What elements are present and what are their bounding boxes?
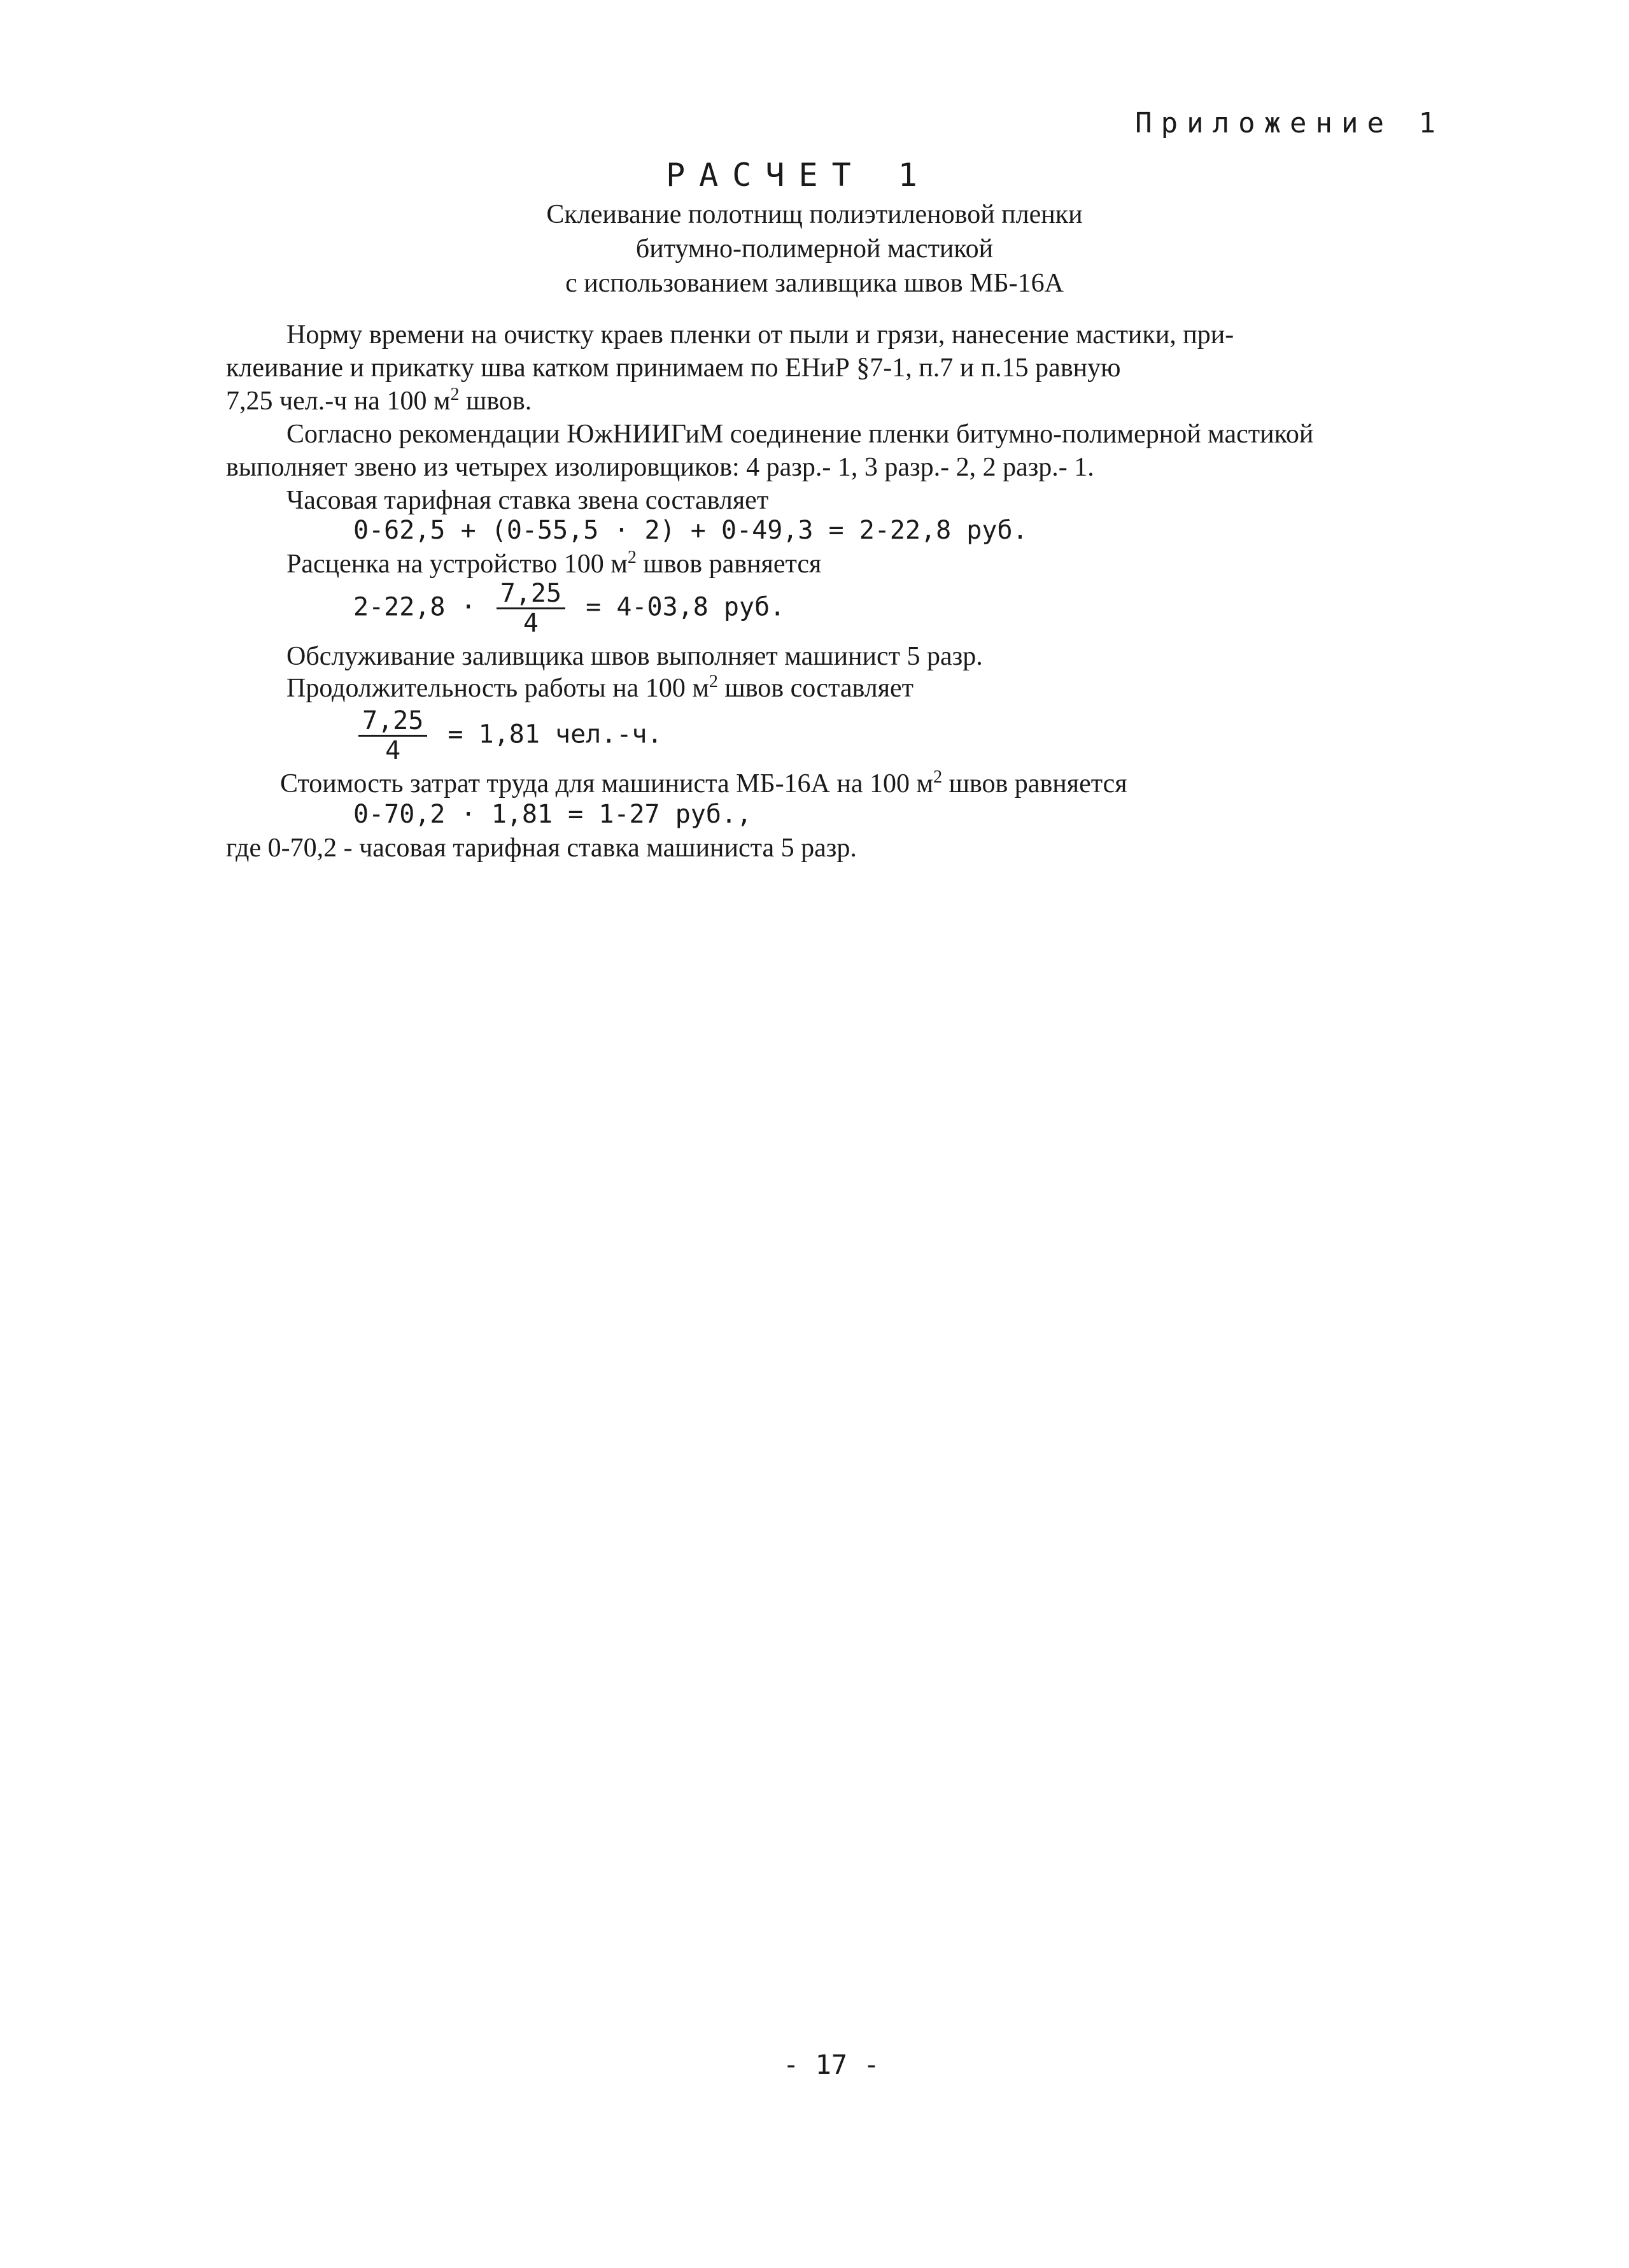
paragraph-rate xyxy=(286,548,821,581)
fraction xyxy=(358,707,427,765)
paragraph-operator: Обслуживание заливщика швов выполняет машинист 5 разр. xyxy=(286,642,983,671)
superscript: 2 xyxy=(933,767,943,787)
formula-rate-right: = 4-03,8 руб. xyxy=(586,592,786,622)
formula-duration xyxy=(353,707,663,765)
fraction-denominator: 4 xyxy=(385,736,401,765)
formula-cost: 0-70,2 · 1,81 = 1-27 руб., xyxy=(353,800,752,829)
formula-duration-right: = 1,81 чел.-ч. xyxy=(448,719,663,749)
fraction-numerator: 7,25 xyxy=(497,579,565,609)
superscript: 2 xyxy=(627,548,637,567)
norm-value-text: 7,25 чел.-ч на 100 м xyxy=(226,386,451,416)
cost-text: Стоимость затрат труда для машиниста МБ-16А на 100 м xyxy=(280,769,934,798)
cost-text-end: швов равняется xyxy=(942,769,1127,798)
norm-unit-text: швов. xyxy=(459,386,532,416)
calculation-title: РАСЧЕТ 1 xyxy=(666,157,931,194)
fraction xyxy=(497,579,565,637)
title-line-2: битумно-полимерной мастикой xyxy=(635,234,994,264)
rate-text: Расценка на устройство 100 м xyxy=(286,549,628,579)
appendix-label: Приложение 1 xyxy=(1135,107,1444,139)
page-number: - 17 - xyxy=(783,2049,880,2080)
paragraph-crew-line-2: выполняет звено из четырех изолировщиков: 4 разр.- 1, 3 разр.- 2, 2 разр.- 1. xyxy=(226,453,1094,482)
paragraph-crew xyxy=(226,418,1467,484)
title-line-1: Склеивание полотнищ полиэтиленовой пленки xyxy=(546,200,1083,229)
paragraph-duration xyxy=(286,672,913,705)
duration-text-end: швов составляет xyxy=(717,674,914,703)
paragraph-norm-line-3 xyxy=(226,385,1467,418)
paragraph-tariff: Часовая тарифная ставка звена составляет xyxy=(286,486,769,515)
fraction-numerator: 7,25 xyxy=(358,707,427,737)
superscript: 2 xyxy=(450,385,460,404)
paragraph-norm-line-1: Норму времени на очистку краев пленки от пыли и грязи, нанесение мастики, при- xyxy=(286,320,1234,350)
formula-rate xyxy=(353,579,785,637)
paragraph-norm xyxy=(226,318,1467,418)
title-line-3: с использованием заливщика швов МБ-16А xyxy=(565,269,1064,298)
paragraph-where: где 0-70,2 - часовая тарифная ставка машиниста 5 разр. xyxy=(226,833,857,863)
rate-text-end: швов равняется xyxy=(636,549,822,579)
fraction-denominator: 4 xyxy=(523,609,539,638)
formula-tariff: 0-62,5 + (0-55,5 · 2) + 0-49,3 = 2-22,8 руб. xyxy=(353,516,1028,545)
title-block xyxy=(0,153,1629,301)
duration-text: Продолжительность работы на 100 м xyxy=(286,674,709,703)
formula-rate-left: 2-22,8 · xyxy=(353,592,476,622)
superscript: 2 xyxy=(709,672,718,691)
paragraph-norm-line-2: клеивание и прикатку шва катком принимаем по ЕНиР §7-1, п.7 и п.15 равную xyxy=(226,353,1121,383)
paragraph-crew-line-1: Согласно рекомендации ЮжНИИГиМ соединение пленки битумно-полимерной мастикой xyxy=(286,420,1314,449)
paragraph-cost xyxy=(280,767,1127,800)
